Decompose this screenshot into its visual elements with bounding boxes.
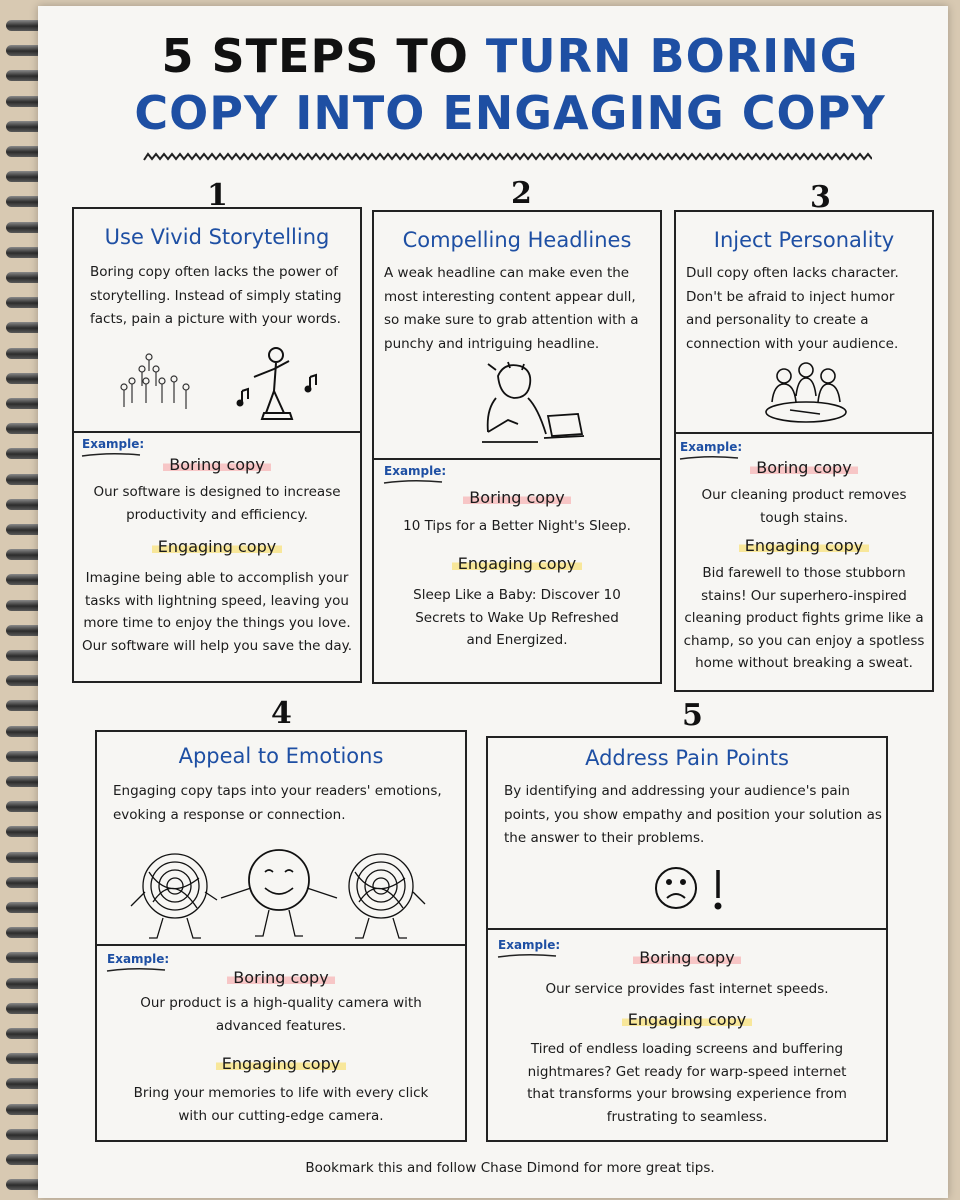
boring-copy-text-1: Our software is designed to increase productivity and efficiency. — [93, 484, 341, 523]
engaging-copy-text-4: Bring your memories to life with every click with our cutting-edge camera. — [133, 1085, 429, 1124]
engaging-copy-label-5: Engaging copy — [488, 1010, 886, 1029]
step-title-1: Use Vivid Storytelling — [104, 225, 330, 249]
step-number-1: 1 — [207, 178, 228, 213]
boring-copy-label-5: Boring copy — [488, 948, 886, 967]
step-description-2: A weak headline can make even the most interesting content appear dull, so make sure to grab attention with a punchy and intriguing headline. — [384, 265, 639, 352]
step-number-3: 3 — [810, 180, 831, 215]
step-title-5: Address Pain Points — [585, 746, 789, 770]
engaging-copy-text-1: Imagine being able to accomplish your tasks with lightning speed, leaving you more time to enjoy the things you love. Our software will help you save the day. — [82, 570, 352, 654]
engaging-copy-text-2: Sleep Like a Baby: Discover 10 Secrets to Wake Up Refreshed and Energized. — [413, 587, 621, 648]
example-label-5: Example: — [498, 938, 561, 952]
step-number-2: 2 — [511, 176, 532, 211]
step-title-2: Compelling Headlines — [402, 228, 632, 252]
boring-copy-label-4: Boring copy — [97, 968, 465, 987]
example-label-2: Example: — [384, 464, 447, 478]
page-title — [110, 28, 910, 142]
step-description-1: Boring copy often lacks the power of storytelling. Instead of simply stating facts, pain a picture with your words. — [90, 264, 342, 327]
boring-copy-text-2: 10 Tips for a Better Night's Sleep. — [403, 518, 631, 534]
card-divider — [374, 458, 660, 460]
step-card-2 — [372, 210, 662, 684]
example-label-3: Example: — [680, 440, 743, 454]
title-squiggle-underline — [142, 148, 872, 170]
engaging-copy-text-5: Tired of endless loading screens and buffering nightmares? Get ready for warp-speed internet that transforms your browsing experience from frustrating to seamless. — [527, 1041, 847, 1125]
boring-copy-label-2: Boring copy — [374, 488, 660, 507]
writer-laptop-icon — [478, 358, 588, 450]
example-label-4: Example: — [107, 952, 170, 966]
meeting-table-icon — [762, 362, 852, 426]
step-title-3: Inject Personality — [713, 228, 895, 252]
card-divider — [676, 432, 932, 434]
example-label-1: Example: — [82, 437, 145, 451]
step-card-5 — [486, 736, 888, 1142]
boring-copy-label-3: Boring copy — [676, 458, 932, 477]
step-number-4: 4 — [271, 696, 292, 731]
engaging-copy-label-3: Engaging copy — [676, 536, 932, 555]
sad-face-icon — [652, 860, 732, 916]
boring-copy-text-3: Our cleaning product removes tough stains. — [701, 487, 907, 526]
step-number-5: 5 — [682, 698, 703, 733]
step-title-4: Appeal to Emotions — [178, 744, 384, 768]
engaging-copy-label-1: Engaging copy — [74, 537, 360, 556]
boring-copy-text-4: Our product is a high-quality camera with advanced features. — [140, 995, 422, 1034]
title-line1-blue: TURN BORING — [485, 29, 859, 83]
step-card-3 — [674, 210, 934, 692]
step-description-3: Dull copy often lacks character. Don't be afraid to inject humor and personality to create a connection with your audience. — [686, 265, 899, 352]
engaging-copy-text-3: Bid farewell to those stubborn stains! Our superhero-inspired cleaning product fights grime like a champ, so you can enjoy a spotless home without breaking a sweat. — [683, 565, 925, 671]
title-line2: COPY INTO ENGAGING COPY — [134, 86, 886, 140]
engaging-copy-label-2: Engaging copy — [374, 554, 660, 573]
boring-copy-text-5: Our service provides fast internet speeds. — [545, 981, 829, 997]
emotion-faces-icon — [123, 842, 433, 946]
card-divider — [97, 944, 465, 946]
footer-note: Bookmark this and follow Chase Dimond for more great tips. — [305, 1160, 715, 1176]
step-description-5: By identifying and addressing your audience's pain points, you show empathy and position your solution as the answer to their problems. — [504, 783, 882, 846]
example-underline — [382, 478, 444, 486]
boring-copy-label-1: Boring copy — [74, 455, 360, 474]
storyteller-crowd-icon — [114, 341, 344, 423]
title-line1-black: 5 STEPS TO — [161, 29, 469, 83]
step-card-1 — [72, 207, 362, 683]
engaging-copy-label-4: Engaging copy — [97, 1054, 465, 1073]
card-divider — [74, 431, 360, 433]
card-divider — [488, 928, 886, 930]
step-card-4 — [95, 730, 467, 1142]
step-description-4: Engaging copy taps into your readers' emotions, evoking a response or connection. — [113, 783, 442, 823]
